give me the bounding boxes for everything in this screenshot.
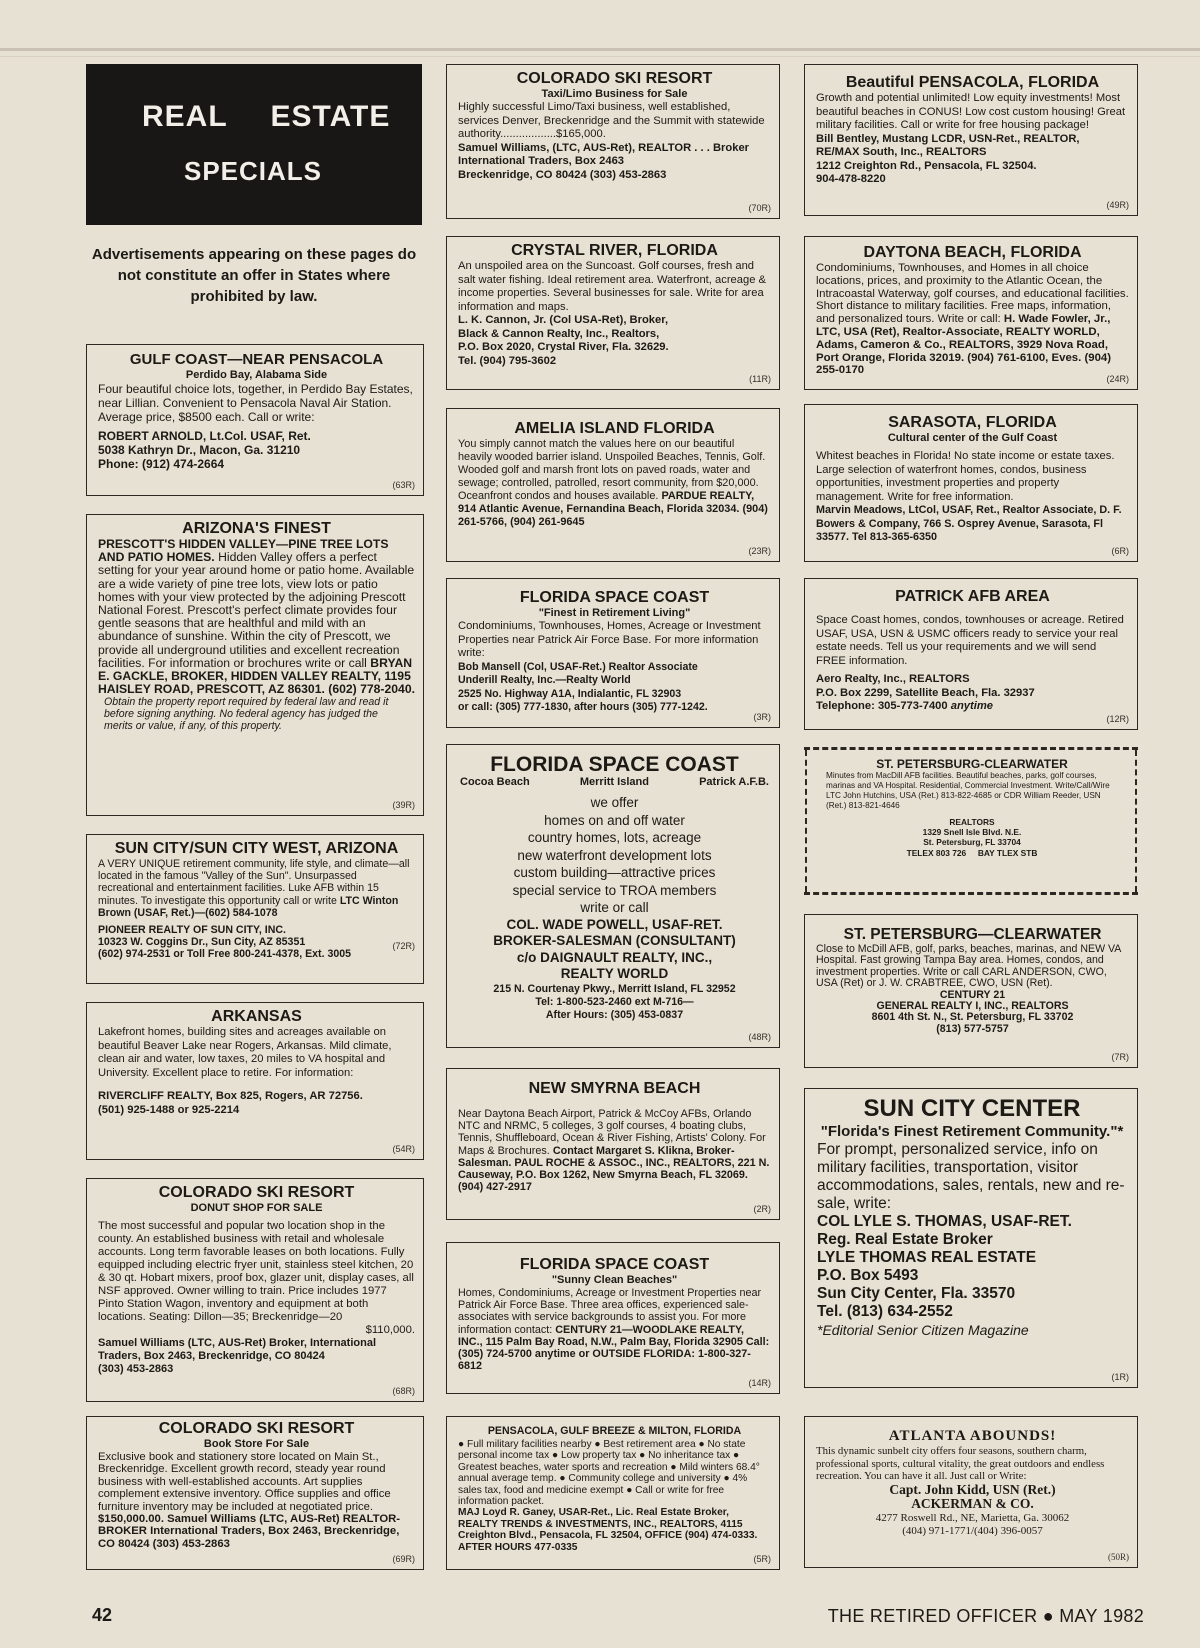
- ad-patrick-afb: [804, 578, 1138, 730]
- ad-contact: COL. WADE POWELL, USAF-RET.: [506, 916, 723, 932]
- ad-title: ARIZONA'S FINEST: [182, 520, 331, 537]
- ad-phone: Tel: 1-800-523-2460 ext M-716—: [535, 995, 694, 1008]
- ad-subtitle: "Sunny Clean Beaches": [551, 1274, 678, 1286]
- ad-footnote: *Editorial Senior Citizen Magazine: [817, 1322, 1029, 1338]
- ad-locations: [458, 776, 771, 788]
- offer-line: we offer: [590, 795, 639, 810]
- ad-code: (50R): [1108, 1552, 1129, 1562]
- ad-contact-person: LTC Winton Brown (USAF, Ret.)—(602) 584-1078: [98, 894, 399, 919]
- ad-title: SUN CITY CENTER: [863, 1095, 1081, 1122]
- location-label: Cocoa Beach: [460, 776, 530, 788]
- ad-body: Minutes from MacDill AFB facilities. Beautiful beaches, parks, golf courses, marinas and VA Hospital. Residential, Commercial Investment. Write/Call/Wire LTC John Hutchins, USA (Ret.) 813-822-4685 or CDR William Reeder, USN (Ret.) 813-821-4646: [826, 771, 1110, 810]
- ad-contact: CENTURY 21: [939, 988, 1006, 1001]
- ad-phone: or call: (305) 777-1830, after hours (305) 777-1242.: [458, 701, 708, 713]
- ad-phone-note: anytime: [950, 700, 994, 712]
- ad-address: 215 N. Courtenay Pkwy., Merritt Island, FL 32952: [493, 982, 736, 995]
- dashed-border: [1135, 750, 1137, 892]
- ad-contact: P.O. Box 5493: [817, 1267, 919, 1284]
- ad-contact: Samuel Williams (LTC, AUS-Ret) Broker, International Traders, Box 2463, Breckenridge, CO 80424: [98, 1337, 377, 1362]
- ad-lead: PRESCOTT'S HIDDEN VALLEY—PINE TREE LOTS AND PATIO HOMES.: [98, 537, 389, 565]
- ad-body: Homes, Condominiums, Acreage or Investment Properties near Patrick Air Force Base. Three area offices, experienced sale-associates with service backgrounds to assist you. For more information contact:: [458, 1287, 762, 1336]
- ad-title: ATLANTA ABOUNDS!: [888, 1428, 1057, 1444]
- ad-title: COLORADO SKI RESORT: [158, 1184, 355, 1201]
- ad-florida-space-coast-3: [446, 1242, 780, 1394]
- ad-contact: Contact Margaret S. Klikna, Broker-Salesman. PAUL ROCHE & ASSOC., INC., REALTORS, 221 N. Causeway, P.O. Box 1262, New Smyrna Beach, FL 32069. (904) 427-2917: [458, 1144, 770, 1194]
- ad-title: COLORADO SKI RESORT: [158, 1420, 355, 1437]
- top-rule: [0, 48, 1200, 51]
- ad-contact: PIONEER REALTY OF SUN CITY, INC.: [98, 924, 286, 937]
- ad-florida-space-coast-1: [446, 578, 780, 728]
- ad-phone: Telephone: 305-773-7400: [816, 700, 948, 712]
- ad-contact: Marvin Meadows, LtCol, USAF, Ret., Realtor Associate, D. F. Bowers & Company, 766 S. Osprey Avenue, Sarasota, Fl 33577. Tel 813-365-6350: [816, 504, 1122, 543]
- header-title-line2: SPECIALS: [184, 156, 323, 186]
- ad-body: Four beautiful choice lots, together, in Perdido Bay Estates, near Lillian. Convenient to Pensacola Naval Air Station. Average price, $8500 each. Call or write:: [98, 382, 413, 424]
- ad-code: (12R): [1106, 714, 1129, 724]
- ad-code: (3R): [753, 712, 771, 722]
- offer-line: special service to TROA members: [512, 882, 717, 898]
- ad-contact: Breckenridge, CO 80424 (303) 453-2863: [458, 168, 667, 181]
- dashed-border: [804, 892, 1138, 895]
- dashed-border: [805, 750, 807, 892]
- ad-legal-note: Obtain the property report required by federal law and read it before signing anything. No federal agency has judged the merits or value, if any, of this property.: [104, 696, 389, 733]
- ad-contact: COL LYLE S. THOMAS, USAF-RET.: [817, 1213, 1072, 1230]
- ad-code: (11R): [749, 374, 771, 384]
- ad-contact: H. Wade Fowler, Jr., LTC, USA (Ret), Realtor-Associate, REALTY WORLD, Adams, Cameron & Co., REALTORS, 3929 Nova Road, Port Orange, Florida 32019. (904) 761-6100, Eves. (904) 255-0170: [816, 313, 1112, 377]
- ad-contact: Bill Bentley, Mustang LCDR, USN-Ret., REALTOR,: [816, 132, 1080, 145]
- ad-code: (5R): [753, 1554, 771, 1564]
- header-title-line1: REAL ESTATE: [142, 100, 391, 133]
- ad-st-petersburg-2: [804, 914, 1138, 1068]
- ad-contact: St. Petersburg, FL 33704: [923, 837, 1021, 848]
- ad-subtitle: Cultural center of the Gulf Coast: [887, 432, 1058, 444]
- ad-contact: REALTORS: [949, 817, 995, 827]
- ad-contact-block: [816, 1483, 1129, 1512]
- ad-body: Near Daytona Beach Airport, Patrick & McCoy AFBs, Orlando NTC and NRMC, 5 colleges, 3 golf courses, 4 boating clubs, Tennis, Shuffleboard, Ocean & River Fishing, Artists' Colony. For Maps & Brochures.: [458, 1108, 766, 1157]
- ad-body: Whitest beaches in Florida! No state income or estate taxes. Large selection of waterfront homes, condos, business opportunities, investment properties and property management. Write for free information.: [816, 450, 1115, 503]
- ad-title: PATRICK AFB AREA: [895, 588, 1050, 605]
- ad-subtitle: Perdido Bay, Alabama Side: [185, 369, 328, 381]
- ad-contact: RE/MAX South, Inc., REALTORS: [816, 146, 987, 158]
- ad-body: Condominiums, Townhouses, and Homes in all choice locations, prices, and proximity to the Atlantic Ocean, the Intracoastal Waterway, golf courses, and educational facilities. Short distance to military facilities. Free maps, information, and personalized tours. Write or call:: [816, 262, 1129, 326]
- ad-florida-space-coast-2: [446, 744, 780, 1048]
- top-rule-thin: [0, 56, 1200, 57]
- ad-contact: GENERAL REALTY I, INC., REALTORS: [876, 1000, 1069, 1013]
- ad-phone: (501) 925-1488 or 925-2214: [98, 1103, 240, 1116]
- ad-title: AMELIA ISLAND FLORIDA: [514, 420, 715, 437]
- ad-gulf-coast: [86, 344, 424, 496]
- ad-contact: Samuel Williams, (LTC, AUS-Ret), REALTOR . . . Broker: [458, 141, 750, 154]
- ad-subtitle: Book Store For Sale: [203, 1438, 310, 1450]
- ad-contact: REALTY WORLD: [560, 966, 669, 981]
- ad-contact: Capt. John Kidd, USN (Ret.): [889, 1481, 1056, 1497]
- offer-line: homes on and off water: [544, 812, 685, 828]
- ad-body: This dynamic sunbelt city offers four seasons, southern charm, professional sports, cultural vitality, the great outdoors and endless recreation. You can have it all. Just call or Write:: [816, 1445, 1105, 1483]
- ad-contact: Bob Mansell (Col, USAF-Ret.) Realtor Associate: [458, 660, 698, 673]
- ad-code: (24R): [1106, 374, 1129, 384]
- ad-contact: RIVERCLIFF REALTY, Box 825, Rogers, AR 72756.: [98, 1090, 363, 1102]
- ad-contact: Aero Realty, Inc., REALTORS: [816, 673, 970, 685]
- section-header: [86, 64, 422, 225]
- ad-address-block: [458, 983, 771, 1022]
- ad-taxi-limo: [446, 64, 780, 219]
- ad-offer-list: [458, 794, 771, 917]
- ad-contact: P.O. Box 2020, Crystal River, Fla. 32629.: [458, 341, 669, 353]
- ad-contact: 5038 Kathryn Dr., Macon, Ga. 31210: [98, 443, 301, 457]
- ad-address: 4277 Roswell Rd., NE, Marietta, Ga. 30062: [875, 1511, 1070, 1524]
- ad-code: (1R): [1111, 1372, 1129, 1382]
- ad-code: (39R): [392, 800, 415, 810]
- offer-line: write or call: [580, 900, 649, 915]
- ad-code: (23R): [748, 546, 771, 556]
- location-label: Patrick A.F.B.: [699, 776, 769, 788]
- ad-contact: ROBERT ARNOLD, Lt.Col. USAF, Ret.: [98, 429, 311, 443]
- ad-title: NEW SMYRNA BEACH: [528, 1080, 701, 1097]
- ad-crystal-river: [446, 236, 780, 390]
- ad-title: FLORIDA SPACE COAST: [519, 1256, 710, 1273]
- ad-title: ST. PETERSBURG-CLEARWATER: [876, 757, 1068, 771]
- ad-pensacola: [804, 64, 1138, 216]
- ad-body: Space Coast homes, condos, townhouses or acreage. Retired USAF, USA, USN & USMC officers ready to service your real estate needs. Tell us your requirements and we will send FREE information.: [816, 614, 1124, 667]
- location-label: Merritt Island: [579, 776, 649, 788]
- ad-contact: 2525 No. Highway A1A, Indialantic, FL 32903: [458, 687, 682, 700]
- ad-body: Exclusive book and stationery store located on Main St., Breckenridge. Excellent growth record, steady year round business with well-established accounts. Art supplies complement extensive inventory. Office supplies and office furniture inventory may be included at negotiated price.: [98, 1451, 391, 1513]
- ad-body: Highly successful Limo/Taxi business, well established, services Denver, Breckenridge and the Summit with statewide authority..................$165,000.: [458, 101, 765, 140]
- ad-body: For prompt, personalized service, info on military facilities, transportation, visitor accommodations, sales, rentals, new and re-sale, write:: [817, 1141, 1125, 1212]
- ad-body: A VERY UNIQUE retirement community, life style, and climate—all located in the famous "Valley of the Sun". Unsurpassed recreational and entertainment facilities. Luke AFB within 15 minutes. To investigate this opportunity call or write: [98, 858, 410, 907]
- ad-pensacola-gulf-breeze: [446, 1416, 780, 1570]
- ad-contact: Sun City Center, Fla. 33570: [817, 1285, 1016, 1302]
- ad-title: SARASOTA, FLORIDA: [888, 414, 1057, 431]
- ad-phone: Tel. (813) 634-2552: [817, 1303, 953, 1320]
- ad-code: (7R): [1111, 1052, 1129, 1062]
- ad-phone: Tel. (904) 795-3602: [458, 354, 557, 367]
- ad-contact-block: [458, 917, 771, 983]
- ad-contact: PARDUE REALTY, 914 Atlantic Avenue, Fernandina Beach, Florida 32034. (904) 261-5766, (904) 261-9645: [458, 490, 768, 528]
- ad-phone: (813) 577-5757: [936, 1022, 1009, 1035]
- ad-contact: LYLE THOMAS REAL ESTATE: [817, 1249, 1037, 1266]
- ad-body: An unspoiled area on the Suncoast. Golf courses, fresh and salt water fishing. Ideal retirement area. Waterfront, acreage & income properties. Several businesses for sale. Write for area information and maps.: [458, 260, 767, 313]
- publication-footer: THE RETIRED OFFICER ● MAY 1982: [827, 1606, 1144, 1626]
- ad-title: CRYSTAL RIVER, FLORIDA: [511, 242, 718, 259]
- ad-price: $150,000.00.: [98, 1513, 164, 1526]
- ad-phone: (602) 974-2531 or Toll Free 800-241-4378, Ext. 3005: [98, 948, 352, 961]
- ad-contact: 10323 W. Coggins Dr., Sun City, AZ 85351: [98, 936, 306, 949]
- ad-title: ST. PETERSBURG—CLEARWATER: [843, 926, 1102, 943]
- ad-contact: Black & Cannon Realty, Inc., Realtors,: [458, 327, 660, 340]
- ad-arkansas: [86, 1002, 424, 1160]
- ad-title: PENSACOLA, GULF BREEZE & MILTON, FLORIDA: [487, 1425, 742, 1437]
- ad-amelia-island: [446, 408, 780, 562]
- ad-body: ● Full military facilities nearby ● Best retirement area ● No state personal income tax ● Low property tax ● No inheritance tax ● Greatest beaches, water sports and recreation ● Mild winters 68.4° annual average temp. ● Community college and university ● 4% sales tax, food and medicine exempt ● Call or write for free information packet.: [458, 1439, 760, 1508]
- ad-daytona-beach: [804, 236, 1138, 390]
- ad-code: (2R): [753, 1204, 771, 1214]
- ad-price: $110,000.: [365, 1324, 415, 1336]
- offer-line: custom building—attractive prices: [513, 865, 716, 880]
- ad-donut-shop: [86, 1178, 424, 1402]
- ad-atlanta: [804, 1416, 1138, 1568]
- ad-subtitle: "Florida's Finest Retirement Community."*: [820, 1123, 1124, 1140]
- ad-contact: BRYAN E. GACKLE, BROKER, HIDDEN VALLEY REALTY, 1195 HAISLEY ROAD, PRESCOTT, AZ 86301. (602) 778-2040.: [98, 655, 415, 697]
- ad-code: (69R): [392, 1554, 415, 1564]
- ad-contact: 1212 Creighton Rd., Pensacola, FL 32504.: [816, 159, 1037, 172]
- ad-title: FLORIDA SPACE COAST: [490, 753, 739, 776]
- ad-title: DAYTONA BEACH, FLORIDA: [863, 244, 1082, 261]
- ad-contact: 1329 Snell Isle Blvd. N.E.: [922, 827, 1022, 838]
- ad-contact-block: [816, 990, 1129, 1036]
- ad-sarasota: [804, 404, 1138, 562]
- offer-line: new waterfront development lots: [517, 847, 712, 863]
- ad-contact: Underill Realty, Inc.—Realty World: [458, 674, 631, 686]
- ad-title: ARKANSAS: [211, 1008, 302, 1025]
- ad-phone: Phone: (912) 474-2664: [98, 457, 225, 471]
- ad-body: Hidden Valley offers a perfect setting for your year around home or patio home. Available are a wide variety of pine tree lots, view lots or patio homes with your view protected by the adjoining Prescott National Forest. Prescott's perfect climate provides four gentle seasons that are healthful and mild with an abundance of sunshine. Within the city of Prescott, we provide all underground utilities and excellent recreation facilities. For information or brochures write or call: [98, 550, 415, 670]
- page-number: 42: [92, 1605, 113, 1625]
- ad-body: Lakefront homes, building sites and acreages available on beautiful Beaver Lake near Rogers, Arkansas. Mild climate, clean air and water, low taxes, 20 miles to VA hospital and University. Excellent place to retire. For information:: [98, 1026, 392, 1079]
- ad-body: The most successful and popular two location shop in the county. An established business with retail and wholesale accounts. Long term favorable leases on both locations. Fully equipped including electric fryer unit, stainless steel kitchen, 20 & 30 qt. Hobart mixers, proof box, glazer unit, display cases, all NSF approved. Owner willing to train. Price includes 1977 Pinto Station Wagon, inventory and equipment at both locations. Seating: Dillon—35; Breckenridge—20: [98, 1220, 414, 1323]
- ad-phone: After Hours: (305) 453-0837: [545, 1008, 684, 1021]
- ad-code: (49R): [1106, 200, 1129, 210]
- ad-contact: Reg. Real Estate Broker: [817, 1231, 993, 1248]
- ad-sun-city-center: [804, 1088, 1138, 1388]
- ad-contact: 8601 4th St. N., St. Petersburg, FL 33702: [871, 1011, 1074, 1024]
- ad-code: (63R): [392, 480, 415, 490]
- ad-code: (72R): [392, 941, 415, 951]
- ad-new-smyrna: [446, 1068, 780, 1220]
- ad-phone: (303) 453-2863: [98, 1363, 174, 1375]
- ad-body: Growth and potential unlimited! Low equity investments! Most beautiful beaches in CONUS! Low cost custom housing! Great military facilities. Call or write for free housing package!: [816, 92, 1126, 131]
- ad-code: (54R): [392, 1144, 415, 1154]
- ad-address-block: [816, 1512, 1129, 1538]
- ad-body: You simply cannot match the values here on our beautiful heavily wooded barrier island. Unspoiled Beaches, Tennis, Golf. Wooded golf and marsh front lots on paved roads, water and sewage; controlled, patrolled, resort community, from $20,000. Oceanfront condos and houses available.: [458, 438, 766, 502]
- ad-code: (68R): [392, 1386, 415, 1396]
- ad-sun-city: [86, 834, 424, 984]
- ad-contact: ACKERMAN & CO.: [911, 1496, 1034, 1512]
- ad-contact: P.O. Box 2299, Satellite Beach, Fla. 32937: [816, 686, 1035, 699]
- ad-contact: MAJ Loyd R. Ganey, USAR-Ret., Lic. Real Estate Broker, REALTY TRENDS & INVESTMENTS, INC., REALTORS, 4115 Creighton Blvd., Pensacola, FL 32504, OFFICE (904) 474-0333. AFTER HOURS 477-0335: [458, 1507, 758, 1553]
- ad-title: GULF COAST—NEAR PENSACOLA: [129, 351, 384, 368]
- ad-title: FLORIDA SPACE COAST: [519, 589, 710, 606]
- ad-book-store: [86, 1416, 424, 1570]
- ad-contact: CENTURY 21—WOODLAKE REALTY, INC., 115 Palm Bay Road, N.W., Palm Bay, Florida 32905 Call: (305) 724-5700 anytime or OUTSIDE FLORIDA: 1-800-327-6812: [458, 1323, 770, 1373]
- ad-contact: Samuel Williams (LTC, AUS-Ret) REALTOR-BROKER International Traders, Box 2463, Breckenridge, CO 80424 (303) 453-2863: [98, 1513, 401, 1550]
- ad-contact: BROKER-SALESMAN (CONSULTANT): [493, 933, 736, 948]
- ad-subtitle: DONUT SHOP FOR SALE: [190, 1202, 323, 1214]
- ad-title: SUN CITY/SUN CITY WEST, ARIZONA: [114, 840, 399, 857]
- ad-code: (70R): [748, 203, 771, 213]
- ad-body: Close to McDill AFB, golf, parks, beaches, marinas, and NEW VA Hospital. Fast growing Tampa Bay area. Homes, condos, and investment properties. Write or call CARL ANDERSON, CWO, USA (Ret) or J. W. CRABTREE, CWO, USN (Ret).: [816, 943, 1121, 990]
- ad-code: (6R): [1111, 546, 1129, 556]
- ad-subtitle: Taxi/Limo Business for Sale: [541, 88, 688, 100]
- ad-phone: (404) 971-1771/(404) 396-0057: [902, 1524, 1043, 1537]
- ad-contact-block: [826, 817, 1118, 858]
- ad-contact: L. K. Cannon, Jr. (Col USA-Ret), Broker,: [458, 314, 669, 326]
- offer-line: country homes, lots, acreage: [527, 830, 702, 845]
- ad-contact: International Traders, Box 2463: [458, 155, 625, 167]
- ad-arizona: [86, 514, 424, 816]
- ad-title: Beautiful PENSACOLA, FLORIDA: [845, 74, 1100, 91]
- ad-contact: c/o DAIGNAULT REALTY, INC.,: [516, 949, 713, 965]
- dashed-border: [804, 747, 1138, 750]
- ad-subtitle: "Finest in Retirement Living": [538, 607, 691, 619]
- ad-code: (14R): [748, 1378, 771, 1388]
- ad-body: Condominiums, Townhouses, Homes, Acreage or Investment Properties near Patrick Air Force Base. For more information write:: [458, 620, 761, 659]
- ad-code: (48R): [748, 1032, 771, 1042]
- legal-disclaimer: Advertisements appearing on these pages do not constitute an offer in States where prohibited by law.: [91, 246, 417, 305]
- ad-title: COLORADO SKI RESORT: [516, 70, 713, 87]
- ad-telex: TELEX 803 726 BAY TLEX STB: [906, 847, 1038, 858]
- ad-phone: 904-478-8220: [816, 173, 886, 185]
- ad-st-petersburg-1: [804, 744, 1138, 898]
